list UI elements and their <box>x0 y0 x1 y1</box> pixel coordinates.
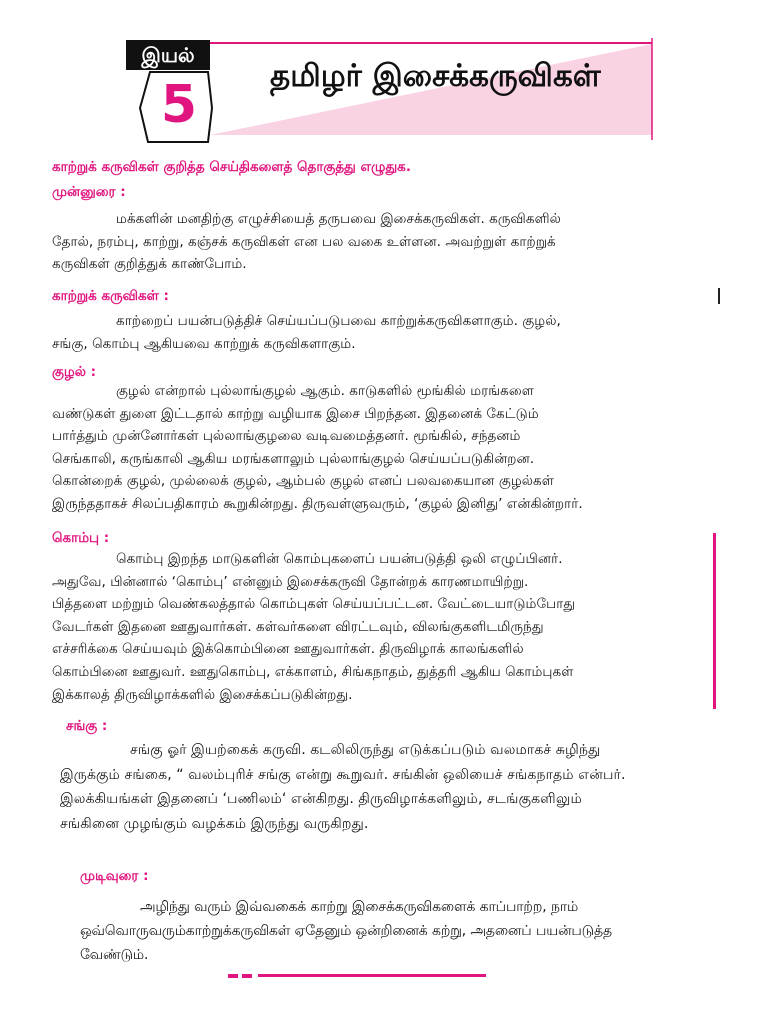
text-line: இலக்கியங்கள் இதனைப் ‘பணிலம்‘ என்கிறது. திருவிழாக்களிலும், சடங்குகளிலும் <box>60 791 582 808</box>
text-line: வேண்டும். <box>80 947 149 964</box>
text-line: வண்டுகள் துளை இட்டதால் காற்று வழியாக இசை பிறந்தன. இதனைக் கேட்டும் <box>52 405 539 422</box>
text-line: பித்தளை மற்றும் வெண்கலத்தால் கொம்புகள் செய்யப்பட்டன. வேட்டையாடும்போது <box>52 596 576 613</box>
chapter-number: 5 <box>160 75 198 135</box>
task-prompt: காற்றுக் கருவிகள் குறித்த செய்திகளைத் தொகுத்து எழுதுக. <box>52 159 411 175</box>
text-line: இக்காலத் திருவிழாக்களில் இசைக்கப்படுகின்றது. <box>52 686 353 703</box>
text-cursor-mark <box>718 288 720 304</box>
conclusion-heading: முடிவுரை : <box>80 868 149 884</box>
footer-rule <box>258 974 486 977</box>
text-line: சங்கு ஓர் இயற்கைக் கருவி. கடலிலிருந்து எடுக்கப்படும் வலமாகச் சுழிந்து <box>130 742 601 758</box>
chapter-header <box>0 0 768 150</box>
text-line: சங்கினை முழங்கும் வழக்கம் இருந்து வருகிறது. <box>60 815 369 832</box>
footer-dash <box>228 974 238 978</box>
text-line: அழிந்து வரும் இவ்வகைக் காற்று இசைக்கருவிகளைக் காப்பாற்ற, நாம் <box>140 899 579 915</box>
text-line: கொம்பு இறந்த மாடுகளின் கொம்புகளைப் பயன்படுத்தி ஒலி எழுப்பினர். <box>116 551 563 567</box>
intro-paragraph <box>52 208 716 276</box>
flute-paragraph <box>52 380 716 516</box>
conclusion-paragraph <box>80 895 670 968</box>
page-title: தமிழர் இசைக்கருவிகள் <box>270 58 601 94</box>
text-line: செங்காலி, கருங்காலி ஆகிய மரங்களாலும் புல்லாங்குழல் செய்யப்படுகின்றன. <box>52 450 535 467</box>
text-line: இருந்ததாகச் சிலப்பதிகாரம் கூறுகின்றது. திருவள்ளுவரும், ‘குழல் இனிது’ என்கின்றார். <box>52 495 583 512</box>
conch-heading: சங்கு : <box>66 718 108 734</box>
text-line: ஒவ்வொருவரும்காற்றுக்கருவிகள் ஏதேனும் ஒன்றினைக் கற்று, அதனைப் பயன்படுத்த <box>80 923 612 940</box>
text-line: கருவிகள் குறித்துக் காண்போம். <box>52 256 247 273</box>
wind-heading: காற்றுக் கருவிகள் : <box>52 288 169 304</box>
text-line: மக்களின் மனதிற்கு எழுச்சியைத் தருபவை இசைக்கருவிகள். கருவிகளில் <box>116 211 561 227</box>
flute-heading: குழல் : <box>52 364 97 380</box>
text-line: அதுவே, பின்னால் ‘கொம்பு’ என்னும் இசைக்கருவி தோன்றக் காரணமாயிற்று. <box>52 573 529 590</box>
text-line: கொன்றைக் குழல், முல்லைக் குழல், ஆம்பல் குழல் எனப் பலவகையான குழல்கள் <box>52 473 554 490</box>
wind-paragraph <box>52 310 716 355</box>
text-line: பார்த்தும் முன்னோர்கள் புல்லாங்குழலை வடிவமைத்தனர். மூங்கில், சந்தனம் <box>52 428 521 445</box>
text-line: சங்கு, கொம்பு ஆகியவை காற்றுக் கருவிகளாகும். <box>52 335 356 352</box>
footer-dash <box>242 974 252 978</box>
text-line: எச்சரிக்கை செய்யவும் இக்கொம்பினை ஊதுவார்கள். திருவிழாக் காலங்களில் <box>52 641 524 658</box>
text-line: கொம்பினை ஊதுவர். ஊதுகொம்பு, எக்காளம், சிங்கநாதம், துத்தரி ஆகிய கொம்புகள் <box>52 663 574 680</box>
horn-paragraph <box>52 548 716 706</box>
text-line: தோல், நரம்பு, காற்று, கஞ்சக் கருவிகள் என பல வகை உள்ளன. அவற்றுள் காற்றுக் <box>52 233 556 250</box>
conch-paragraph <box>60 738 728 836</box>
intro-heading: முன்னுரை : <box>52 184 126 200</box>
text-line: இருக்கும் சங்கை, “ வலம்புரிச் சங்கு என்று கூறுவர். சங்கின் ஒலியைச் சங்கநாதம் என்பர். <box>60 766 626 783</box>
chapter-label: இயல் <box>126 40 210 70</box>
text-line: காற்றைப் பயன்படுத்திச் செய்யப்படுபவை காற்றுக்கருவிகளாகும். குழல், <box>116 313 561 329</box>
horn-heading: கொம்பு : <box>52 530 110 546</box>
text-line: வேடர்கள் இதனை ஊதுவார்கள். கள்வர்களை விரட்டவும், விலங்குகளிடமிருந்து <box>52 618 544 635</box>
text-line: குழல் என்றால் புல்லாங்குழல் ஆகும். காடுகளில் மூங்கில் மரங்களை <box>116 383 534 399</box>
footer-decoration <box>228 972 488 982</box>
